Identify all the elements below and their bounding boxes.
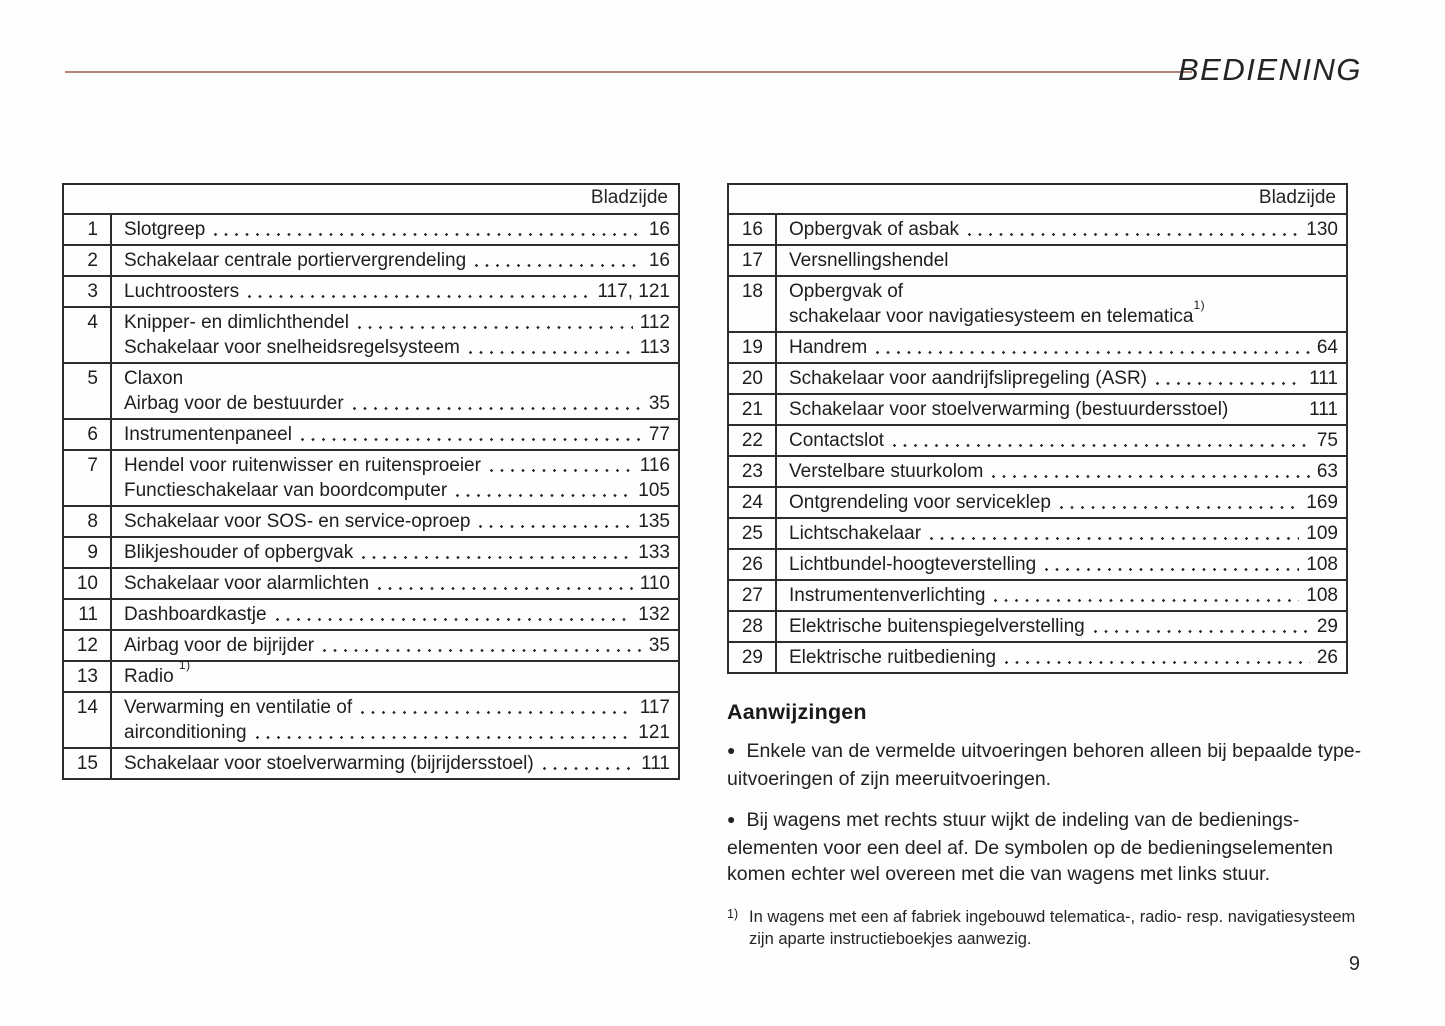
toc-line (124, 310, 670, 335)
toc-line (789, 583, 1338, 608)
dot-leader (276, 618, 632, 623)
toc-row (729, 641, 1346, 672)
item-content (777, 426, 1346, 455)
item-content (777, 277, 1346, 331)
note-text: Enkele van de vermelde uitvoeringen behoren alleen bij bepaalde type-uitvoeringen of zijn meeruitvoeringen. (727, 740, 1362, 790)
item-page-number: 117, 121 (597, 281, 670, 302)
toc-line (124, 453, 670, 478)
toc-line (124, 602, 670, 627)
item-number: 15 (64, 749, 112, 778)
item-number: 19 (729, 333, 777, 362)
toc-line (789, 459, 1338, 484)
item-page-number: 112 (639, 312, 670, 333)
item-content (777, 519, 1346, 548)
item-content (112, 215, 678, 244)
item-page-number: 105 (638, 480, 670, 501)
item-label: Schakelaar voor stoelverwarming (bestuurdersstoel) (789, 399, 1229, 420)
item-label: Luchtroosters (124, 281, 240, 302)
item-content (112, 364, 678, 418)
toc-row (64, 362, 678, 418)
toc-rows-right (729, 213, 1346, 672)
toc-row (64, 747, 678, 778)
note-paragraph (727, 738, 1375, 792)
item-page-number: 133 (638, 542, 670, 563)
item-content (112, 246, 678, 275)
dot-leader (1060, 506, 1299, 511)
item-page-number: 29 (1316, 616, 1338, 637)
item-label: Instrumentenverlichting (789, 585, 986, 606)
toc-row (729, 393, 1346, 424)
toc-line (789, 366, 1338, 391)
item-label: Lichtschakelaar (789, 523, 922, 544)
item-content (112, 657, 678, 691)
item-page-number: 110 (639, 573, 670, 594)
item-number: 16 (729, 215, 777, 244)
item-page-number: 108 (1306, 554, 1338, 575)
item-number: 29 (729, 643, 777, 672)
item-content (777, 643, 1346, 672)
dot-leader (362, 556, 631, 561)
item-content (112, 569, 678, 598)
item-label: Contactslot (789, 430, 885, 451)
item-content (777, 364, 1346, 393)
page-title: BEDIENING (1177, 52, 1362, 87)
toc-row (729, 331, 1346, 362)
toc-line (789, 552, 1338, 577)
toc-row (729, 548, 1346, 579)
toc-table-right (727, 183, 1348, 674)
item-number: 11 (64, 600, 112, 629)
item-page-number: 16 (648, 250, 670, 271)
toc-line (124, 571, 670, 596)
toc-row (64, 598, 678, 629)
dot-leader (490, 469, 633, 474)
item-number: 2 (64, 246, 112, 275)
item-label: Functieschakelaar van boordcomputer (124, 480, 448, 501)
item-number: 1 (64, 215, 112, 244)
item-label: schakelaar voor navigatiesysteem en telematica$^{1)}$ (789, 297, 1206, 327)
item-content (777, 215, 1346, 244)
item-content (112, 277, 678, 306)
item-label: Lichtbundel-hoogteverstelling (789, 554, 1037, 575)
toc-line (124, 217, 670, 242)
notes-heading: Aanwijzingen (727, 700, 867, 724)
footnote-ref: 1) (178, 657, 191, 672)
item-number: 28 (729, 612, 777, 641)
item-number: 9 (64, 538, 112, 567)
item-label: Schakelaar voor SOS- en service-oproep (124, 511, 471, 532)
dot-leader (475, 264, 642, 269)
item-page-number: 130 (1306, 219, 1338, 240)
toc-line (124, 751, 670, 776)
item-content (777, 457, 1346, 486)
dot-leader (1005, 661, 1310, 666)
item-number: 26 (729, 550, 777, 579)
item-label: Schakelaar voor aandrijfslipregeling (ASR) (789, 368, 1148, 389)
toc-row (729, 517, 1346, 548)
item-number: 6 (64, 420, 112, 449)
item-content (112, 631, 678, 660)
toc-row (729, 455, 1346, 486)
item-number: 7 (64, 451, 112, 505)
item-page-number: 113 (639, 337, 670, 358)
item-content (777, 488, 1346, 517)
item-page-number: 109 (1306, 523, 1338, 544)
toc-row (64, 657, 678, 691)
item-number: 5 (64, 364, 112, 418)
item-label: Opbergvak of (789, 281, 904, 302)
toc-row (64, 306, 678, 362)
item-content (777, 395, 1346, 424)
item-label: Blikjeshouder of opbergvak (124, 542, 354, 563)
footnote (727, 906, 1375, 951)
item-number: 17 (729, 246, 777, 275)
footnote-ref: 1) (1193, 297, 1206, 312)
toc-row (64, 629, 678, 660)
item-label: Ontgrendeling voor serviceklep (789, 492, 1051, 513)
dot-leader (214, 233, 642, 238)
item-number: 25 (729, 519, 777, 548)
toc-column-header: Bladzijde (590, 187, 668, 208)
header-rule (65, 71, 1192, 73)
page-number: 9 (1348, 953, 1360, 975)
item-label: Verstelbare stuurkolom (789, 461, 984, 482)
dot-leader (893, 444, 1310, 449)
toc-line (124, 391, 670, 416)
dot-leader (1094, 630, 1310, 635)
item-content (112, 507, 678, 536)
item-number: 10 (64, 569, 112, 598)
item-label: Versnellingshendel (789, 250, 949, 271)
toc-line (124, 422, 670, 447)
toc-line (789, 297, 1338, 329)
item-label: Elektrische buitenspiegelverstelling (789, 616, 1085, 637)
item-label: Instrumentenpaneel (124, 424, 292, 445)
item-number: 24 (729, 488, 777, 517)
item-label: Verwarming en ventilatie of (124, 697, 353, 718)
bullet-icon: ● (727, 811, 736, 827)
item-number: 3 (64, 277, 112, 306)
item-label: Claxon (124, 368, 184, 389)
toc-row (64, 536, 678, 567)
dot-leader (1237, 413, 1302, 418)
toc-line (789, 614, 1338, 639)
item-number: 27 (729, 581, 777, 610)
dot-leader (992, 475, 1310, 480)
item-page-number: 111 (1309, 368, 1338, 389)
bullet-icon: ● (727, 742, 736, 758)
item-label: Schakelaar voor stoelverwarming (bijrijdersstoel) (124, 753, 534, 774)
toc-line (124, 478, 670, 503)
toc-row (64, 275, 678, 306)
toc-line (789, 335, 1338, 360)
dot-leader (456, 494, 631, 499)
note-text: Bij wagens met rechts stuur wijkt de indeling van de bedieningselementen voor een deel af. De symbolen op de bedieningselementen komen echter wel overeen met die van wagens met links stuur. (727, 809, 1333, 885)
item-page-number: 26 (1316, 647, 1338, 668)
footnote-marker: 1) (727, 906, 739, 921)
item-page-number: 77 (648, 424, 670, 445)
dot-leader (256, 736, 632, 741)
note-paragraph (727, 807, 1375, 888)
item-label: Radio $^{1)}$ (124, 657, 191, 687)
toc-row (729, 610, 1346, 641)
item-number: 13 (64, 662, 112, 691)
dot-leader (1045, 568, 1299, 573)
item-page-number: 121 (638, 722, 670, 743)
item-page-number: 116 (639, 455, 670, 476)
toc-line (124, 720, 670, 745)
toc-line (789, 521, 1338, 546)
toc-line (124, 279, 670, 304)
item-page-number: 111 (641, 753, 670, 774)
item-content (112, 420, 678, 449)
toc-line (789, 645, 1338, 670)
item-label: Dashboardkastje (124, 604, 267, 625)
dot-leader (358, 326, 633, 331)
dot-leader (876, 351, 1310, 356)
item-number: 12 (64, 631, 112, 660)
item-content (777, 550, 1346, 579)
item-content (112, 749, 678, 778)
item-page-number: 135 (638, 511, 670, 532)
item-label: Knipper- en dimlichthendel (124, 312, 349, 333)
item-page-number: 63 (1316, 461, 1338, 482)
footnote-text: In wagens met een af fabriek ingebouwd telematica-, radio- resp. navigatiesysteem zijn aparte instructieboekjes aanwezig. (749, 907, 1356, 948)
toc-row (729, 244, 1346, 275)
toc-line (124, 509, 670, 534)
toc-row (729, 486, 1346, 517)
item-content (112, 600, 678, 629)
toc-line (789, 248, 1338, 273)
item-page-number: 108 (1306, 585, 1338, 606)
item-label: Slotgreep (124, 219, 206, 240)
dot-leader (361, 711, 633, 716)
item-label: Handrem (789, 337, 868, 358)
item-number: 23 (729, 457, 777, 486)
dot-leader (1156, 382, 1302, 387)
toc-row (64, 418, 678, 449)
toc-row (64, 244, 678, 275)
item-number: 8 (64, 507, 112, 536)
toc-row (64, 691, 678, 747)
dot-leader (353, 407, 642, 412)
dot-leader (994, 599, 1299, 604)
toc-row (729, 275, 1346, 331)
item-label: Opbergvak of asbak (789, 219, 960, 240)
toc-line (124, 366, 670, 391)
item-page-number: 111 (1309, 399, 1338, 420)
item-label: Schakelaar voor alarmlichten (124, 573, 370, 594)
notes-bullets (727, 738, 1375, 888)
toc-line (789, 279, 1338, 304)
toc-row (64, 567, 678, 598)
toc-row (729, 579, 1346, 610)
item-label: Elektrische ruitbediening (789, 647, 997, 668)
item-label: Hendel voor ruitenwisser en ruitensproeier (124, 455, 481, 476)
toc-line (124, 248, 670, 273)
item-number: 21 (729, 395, 777, 424)
dot-leader (968, 233, 1299, 238)
item-content (777, 333, 1346, 362)
dot-leader (301, 438, 642, 443)
dot-leader (323, 649, 642, 654)
notes-section (727, 700, 1375, 951)
dot-leader (479, 525, 631, 530)
toc-row (64, 449, 678, 505)
toc-line (124, 335, 670, 360)
dot-leader (543, 767, 634, 772)
dot-leader (469, 351, 633, 356)
item-content (112, 308, 678, 362)
item-number: 14 (64, 693, 112, 747)
toc-line (124, 695, 670, 720)
item-number: 4 (64, 308, 112, 362)
toc-line (789, 490, 1338, 515)
dot-leader (378, 587, 633, 592)
item-content (112, 538, 678, 567)
toc-rows-left (64, 213, 678, 778)
toc-line (789, 217, 1338, 242)
dot-leader (930, 537, 1299, 542)
item-page-number: 169 (1306, 492, 1338, 513)
item-content (112, 451, 678, 505)
toc-table-left (62, 183, 680, 780)
item-label: airconditioning (124, 722, 247, 743)
item-label: Airbag voor de bestuurder (124, 393, 344, 414)
toc-line (124, 633, 670, 658)
toc-row (729, 213, 1346, 244)
toc-row (64, 213, 678, 244)
toc-row (729, 362, 1346, 393)
item-page-number: 16 (648, 219, 670, 240)
item-content (777, 581, 1346, 610)
toc-line (124, 657, 670, 689)
item-page-number: 35 (648, 393, 670, 414)
toc-line (124, 540, 670, 565)
toc-row (64, 505, 678, 536)
toc-column-header: Bladzijde (1258, 187, 1336, 208)
item-page-number: 132 (638, 604, 670, 625)
item-page-number: 35 (648, 635, 670, 656)
item-label: Schakelaar centrale portiervergrendeling (124, 250, 467, 271)
item-number: 20 (729, 364, 777, 393)
item-page-number: 64 (1316, 337, 1338, 358)
item-content (777, 612, 1346, 641)
item-label: Airbag voor de bijrijder (124, 635, 315, 656)
item-page-number: 117 (639, 697, 670, 718)
item-page-number: 75 (1316, 430, 1338, 451)
toc-line (789, 428, 1338, 453)
item-label: Schakelaar voor snelheidsregelsysteem (124, 337, 460, 358)
toc-line (789, 397, 1338, 422)
item-number: 18 (729, 277, 777, 331)
item-content (112, 693, 678, 747)
item-number: 22 (729, 426, 777, 455)
dot-leader (248, 295, 590, 300)
item-content (777, 246, 1346, 275)
toc-row (729, 424, 1346, 455)
